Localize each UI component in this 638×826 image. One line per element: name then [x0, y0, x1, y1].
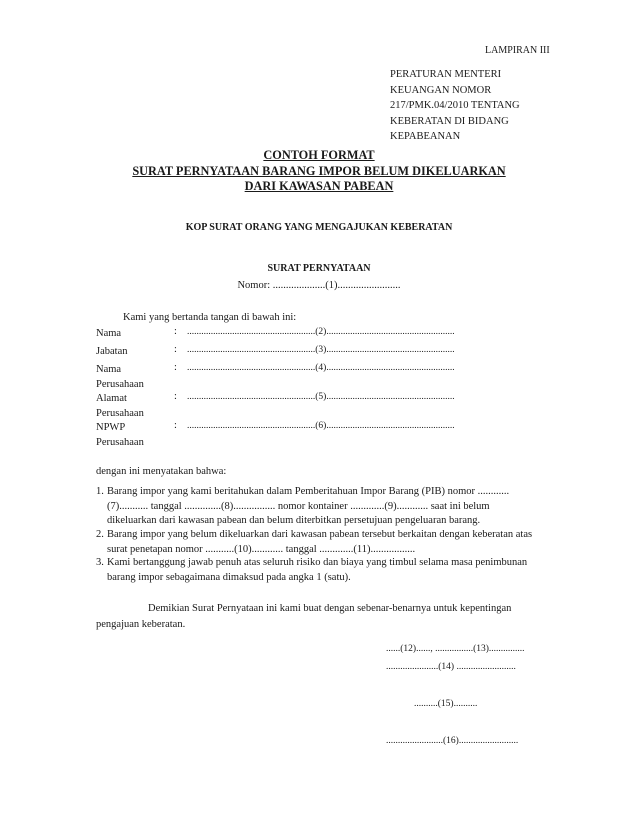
- field-label-company-address: Alamat Perusahaan: [96, 393, 144, 419]
- field-value-position: ......................................................(3)......................................................: [187, 345, 455, 355]
- field-value-company-npwp: ......................................................(6)......................................................: [187, 421, 455, 431]
- list-item-number: 2.: [96, 529, 104, 540]
- list-item-number: 3.: [96, 557, 104, 568]
- field-label-name: Nama: [96, 328, 122, 339]
- signature-seal: ..........(15)..........: [414, 699, 478, 709]
- list-item: [96, 528, 541, 557]
- statement-heading: SURAT PERNYATAAN: [267, 263, 371, 274]
- regulation-line: KEUANGAN NOMOR: [390, 84, 492, 96]
- annex-label: LAMPIRAN III: [485, 45, 550, 56]
- list-item-text: Kami bertanggung jawab penuh atas seluruh risiko dan biaya yang timbul selama masa penimbunan barang impor sebagaimana dimaksud pada angka 1 (satu).: [107, 557, 528, 583]
- field-label-position: Jabatan: [96, 346, 128, 357]
- signature-name: ........................(16).........................: [386, 736, 519, 746]
- field-colon: :: [174, 420, 177, 431]
- regulation-line: 217/PMK.04/2010 TENTANG: [390, 100, 520, 112]
- signature-position: ......................(14) .........................: [386, 662, 516, 672]
- field-value-name: ......................................................(2)......................................................: [187, 327, 455, 337]
- title-line: CONTOH FORMAT: [263, 148, 375, 162]
- field-value-company-name: ......................................................(4)......................................................: [187, 363, 455, 373]
- document-title: [0, 148, 638, 195]
- field-colon: :: [174, 326, 177, 337]
- list-item: [96, 485, 541, 529]
- field-value-company-address: ......................................................(5)......................................................: [187, 392, 455, 402]
- regulation-line: PERATURAN MENTERI: [390, 69, 502, 80]
- field-label-company-npwp: NPWP Perusahaan: [96, 422, 144, 448]
- field-colon: :: [174, 344, 177, 355]
- list-item: [96, 556, 541, 585]
- intro-text: Kami yang bertanda tangan di bawah ini:: [123, 312, 297, 323]
- letterhead-placeholder: KOP SURAT ORANG YANG MENGAJUKAN KEBERATAN: [185, 222, 453, 233]
- list-item-text: Barang impor yang kami beritahukan dalam Pemberitahuan Impor Barang (PIB) nomor ............(7)........... tanggal ..............(8)................ nomor kontainer .............(9)............ saat ini belum dikeluarkan dari kawasan pabean dan belum diterbitkan persetujuan pengeluaran barang.: [107, 486, 510, 526]
- closing-paragraph: Demikian Surat Pernyataan ini kami buat dengan sebenar-benarnya untuk kepentingan pengajuan keberatan.: [96, 603, 512, 630]
- regulation-reference: [390, 67, 540, 145]
- field-colon: :: [174, 362, 177, 373]
- declaration-text: dengan ini menyatakan bahwa:: [96, 466, 227, 477]
- regulation-line: KEBERATAN DI BIDANG: [390, 115, 509, 127]
- regulation-line: KEPABEANAN: [390, 131, 461, 143]
- title-line: SURAT PERNYATAAN BARANG IMPOR BELUM DIKELUARKAN: [132, 163, 506, 178]
- list-item-number: 1.: [96, 486, 104, 497]
- field-label-company-name: Nama Perusahaan: [96, 364, 144, 390]
- list-item-text: Barang impor yang belum dikeluarkan dari kawasan pabean tersebut berkaitan dengan keberatan atas surat penetapan nomor ...........(10)............ tanggal .............(11).................: [107, 529, 533, 555]
- signature-place-date: ......(12)......, ................(13)...............: [386, 644, 525, 654]
- statement-number: Nomor: ....................(1)........................: [237, 280, 401, 291]
- field-colon: :: [174, 391, 177, 402]
- title-line: DARI KAWASAN PABEAN: [244, 179, 394, 193]
